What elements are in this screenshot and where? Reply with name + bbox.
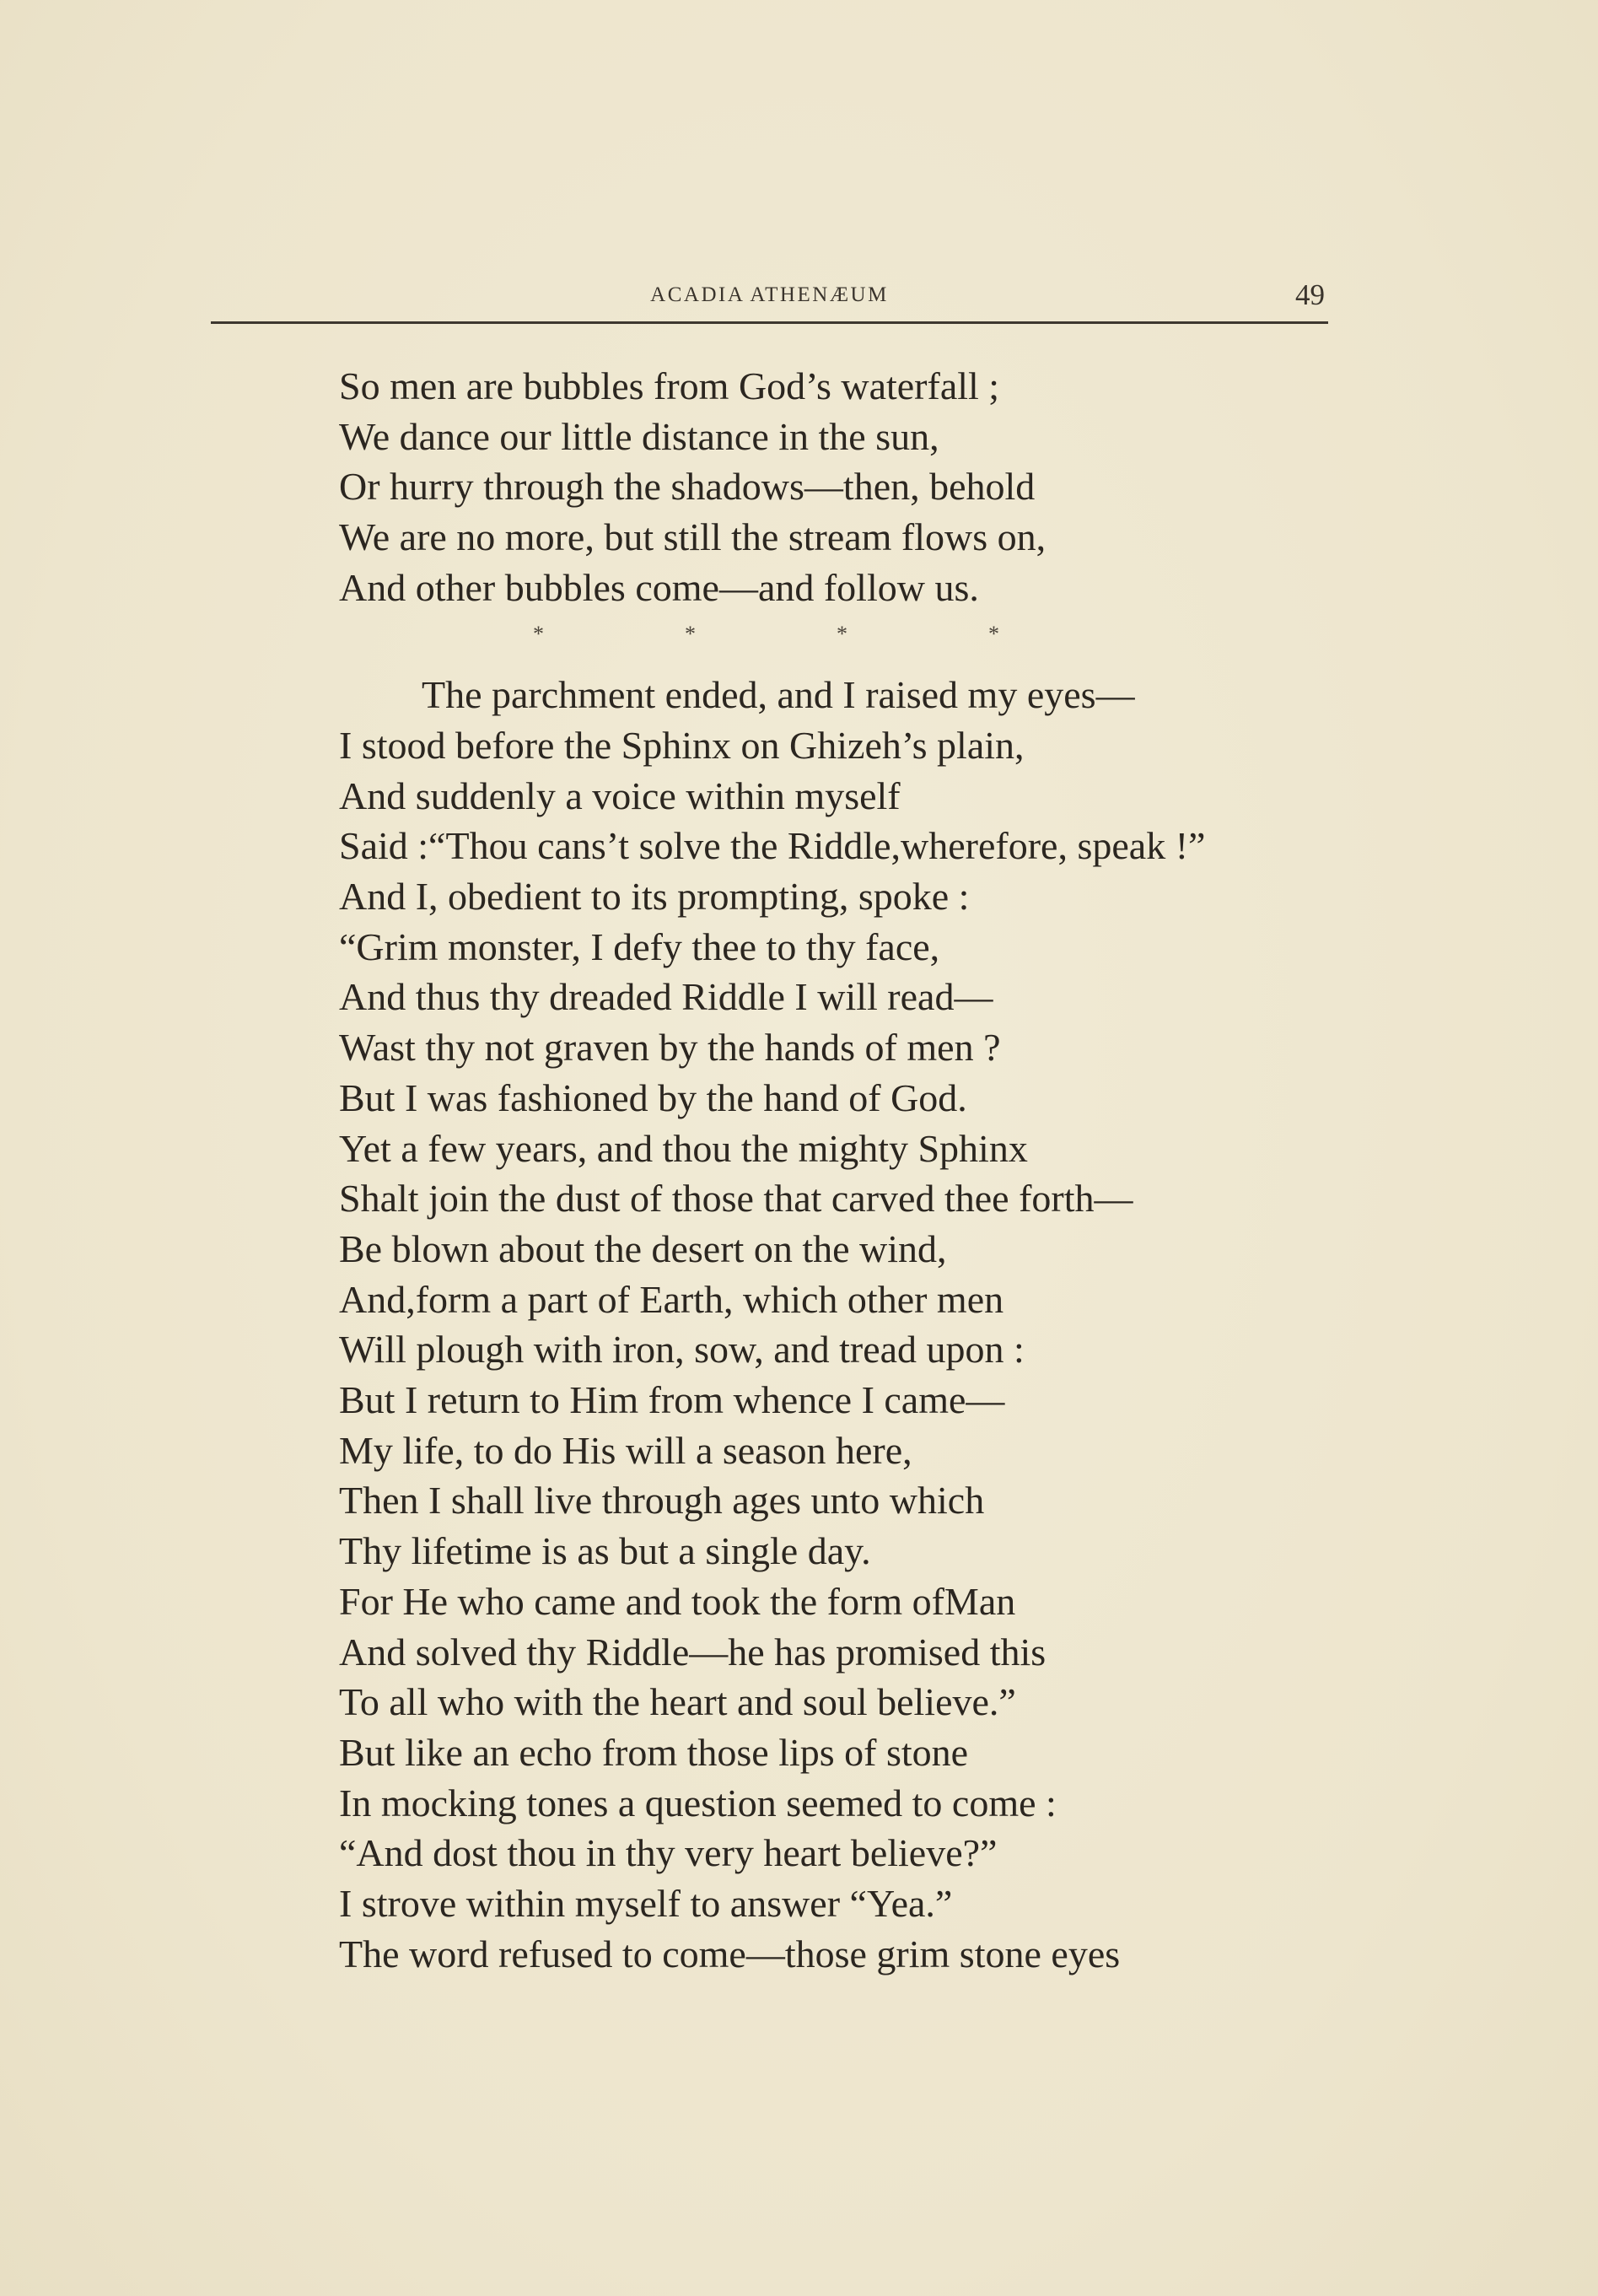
- poem-line: The word refused to come—those grim stone eyes: [339, 1932, 1121, 1975]
- poem-line: And thus thy dreaded Riddle I will read—: [339, 975, 993, 1019]
- poem-line: Then I shall live through ages unto which: [339, 1479, 985, 1523]
- poem-line: “And dost thou in thy very heart believe?”: [339, 1831, 998, 1875]
- poem-line: But I was fashioned by the hand of God.: [339, 1075, 967, 1119]
- poem-line: Thy lifetime is as but a single day.: [339, 1529, 871, 1573]
- asterisk: *: [533, 621, 544, 646]
- asterisk: *: [685, 621, 696, 646]
- poem-line: I strove within myself to answer “Yea.”: [339, 1882, 953, 1926]
- asterisk: *: [988, 621, 999, 646]
- poem-line: In mocking tones a question seemed to come :: [339, 1781, 1057, 1824]
- poem-line: We are no more, but still the stream flows on,: [339, 515, 1047, 559]
- running-title: ACADIA ATHENÆUM: [650, 283, 889, 306]
- poem-body: [339, 361, 1351, 1979]
- poem-line: Wast thy not graven by the hands of men ?: [339, 1026, 1001, 1070]
- poem-line: Be blown about the desert on the wind,: [339, 1226, 947, 1270]
- poem-line: To all who with the heart and soul believe.”: [339, 1680, 1016, 1724]
- poem-line: And I, obedient to its prompting, spoke :: [339, 875, 970, 919]
- poem-line: The parchment ended, and I raised my eyes—: [422, 673, 1135, 717]
- header-rule: [211, 321, 1328, 324]
- poem-line: And solved thy Riddle—he has promised this: [339, 1630, 1047, 1673]
- poem-line: Will plough with iron, sow, and tread upon :: [339, 1328, 1025, 1372]
- running-head: [211, 278, 1328, 321]
- poem-line: And,form a part of Earth, which other men: [339, 1277, 1004, 1321]
- poem-line: Yet a few years, and thou the mighty Sphinx: [339, 1126, 1028, 1170]
- asterisk: *: [837, 621, 847, 646]
- poem-line: But I return to Him from whence I came—: [339, 1378, 1005, 1422]
- poem-line: For He who came and took the form ofMan: [339, 1579, 1016, 1623]
- poem-line: Shalt join the dust of those that carved thee forth—: [339, 1177, 1133, 1221]
- page-number: 49: [1295, 278, 1325, 311]
- section-break: [339, 613, 1351, 664]
- poem-line: But like an echo from those lips of stone: [339, 1730, 969, 1774]
- poem-line: My life, to do His will a season here,: [339, 1428, 912, 1472]
- poem-line: So men are bubbles from God’s waterfall ;: [339, 364, 1000, 407]
- poem-line: “Grim monster, I defy thee to thy face,: [339, 924, 940, 968]
- poem-line: And other bubbles come—and follow us.: [339, 565, 979, 609]
- poem-line: We dance our little distance in the sun,: [339, 414, 939, 458]
- poem-line: Said :“Thou cans’t solve the Riddle,wherefore, speak !”: [339, 824, 1206, 868]
- poem-line: Or hurry through the shadows—then, behold: [339, 465, 1036, 509]
- poem-line: And suddenly a voice within myself: [339, 773, 901, 817]
- poem-line: I stood before the Sphinx on Ghizeh’s plain,: [339, 723, 1025, 767]
